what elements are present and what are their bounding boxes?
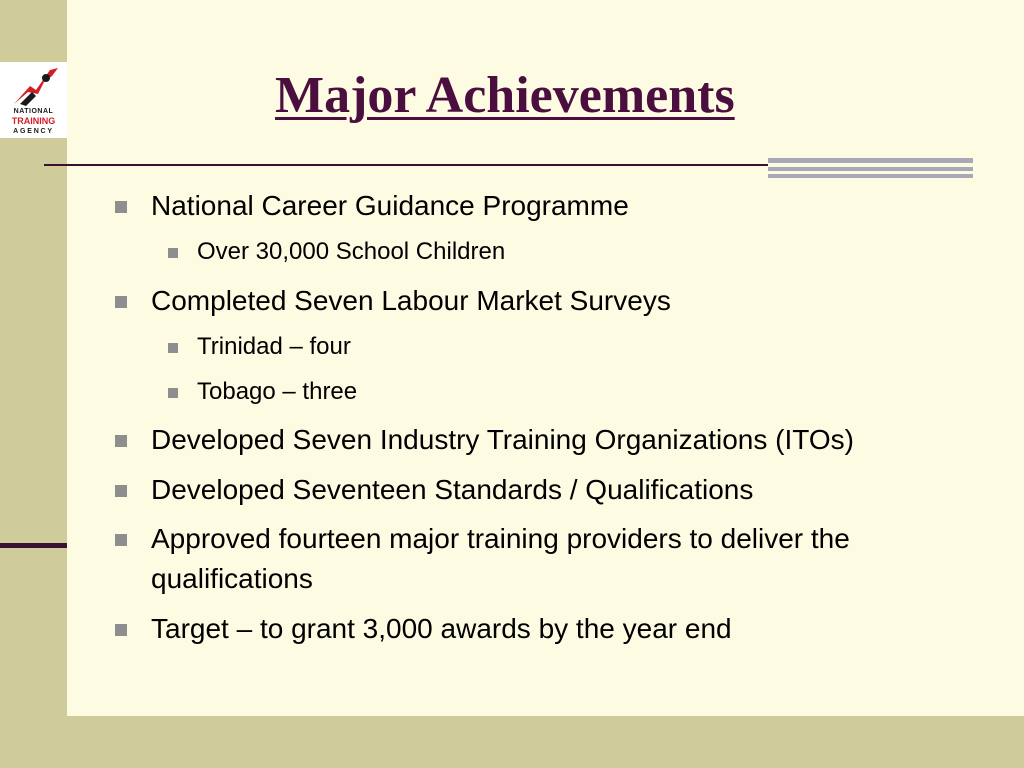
bullet-item	[151, 609, 732, 649]
logo-text-agency: AGENCY	[13, 128, 54, 135]
bullet-text: Over 30,000 School Children	[197, 238, 506, 265]
square-bullet-icon	[115, 296, 127, 308]
title-rule	[44, 164, 768, 166]
bullet-text: Approved fourteen major training providers to deliver the qualifications	[151, 523, 850, 594]
sub-bullet-item	[197, 235, 505, 269]
bullet-text: Target – to grant 3,000 awards by the year end	[151, 613, 732, 644]
bullet-text: Trinidad – four	[197, 333, 351, 360]
bullet-item	[151, 470, 753, 510]
bullet-text: National Career Guidance Programme	[151, 190, 629, 221]
bullet-text: Developed Seven Industry Training Organizations (ITOs)	[151, 424, 854, 455]
accent-bar	[768, 158, 973, 163]
square-bullet-icon	[115, 534, 127, 546]
accent-bar	[768, 167, 973, 171]
square-bullet-icon	[115, 201, 127, 213]
bullet-text: Tobago – three	[197, 378, 358, 405]
sub-bullet-item	[197, 375, 357, 409]
logo-text-training: TRAINING	[11, 116, 56, 126]
bullet-item	[151, 281, 671, 321]
left-divider-rule	[0, 543, 67, 548]
bullet-item	[151, 519, 1017, 599]
square-bullet-icon	[115, 435, 127, 447]
accent-bar	[768, 174, 973, 178]
slide-title: Major Achievements	[275, 67, 735, 124]
square-bullet-icon	[168, 248, 178, 258]
square-bullet-icon	[115, 624, 127, 636]
bullet-text: Developed Seventeen Standards / Qualifications	[151, 474, 754, 505]
runner-icon	[6, 64, 62, 108]
square-bullet-icon	[115, 485, 127, 497]
bullet-item	[151, 420, 854, 460]
bullet-item	[151, 186, 629, 226]
square-bullet-icon	[168, 388, 178, 398]
sub-bullet-item	[197, 330, 351, 364]
national-training-agency-logo	[0, 62, 67, 138]
bottom-band	[0, 716, 1024, 768]
bullet-text: Completed Seven Labour Market Surveys	[151, 285, 671, 316]
square-bullet-icon	[168, 343, 178, 353]
logo-text-national: NATIONAL	[13, 108, 54, 115]
